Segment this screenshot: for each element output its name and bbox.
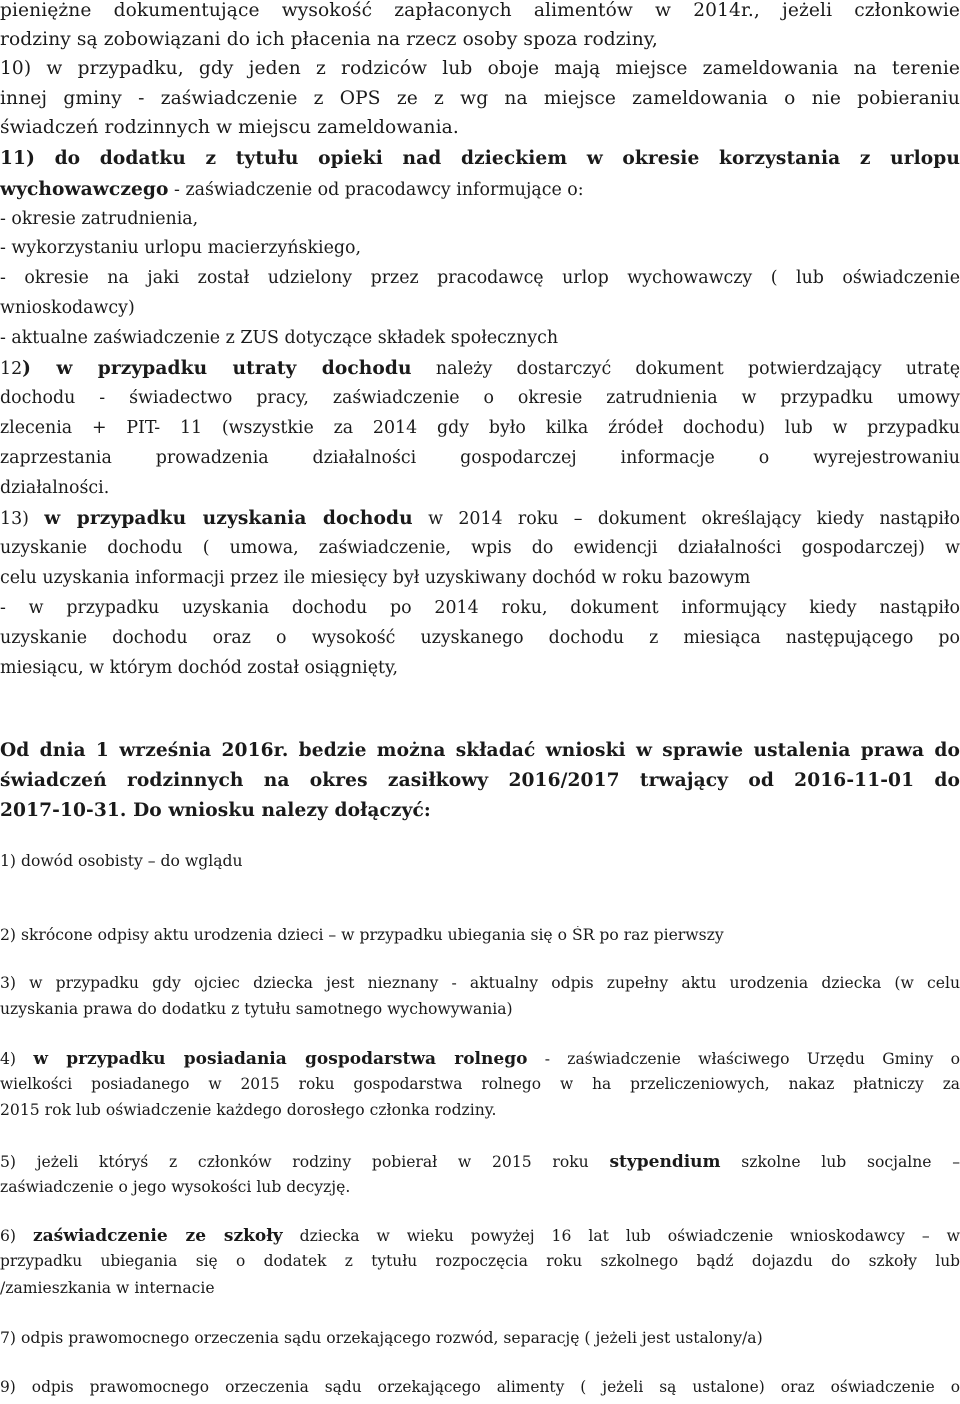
list-item-4-number: 4) bbox=[0, 1050, 34, 1068]
text-line: 10) w przypadku, gdy jeden z rodziców lub oboje mają miejsce zameldowania na terenie bbox=[0, 58, 960, 79]
list-item-7: 7) odpis prawomocnego orzeczenia sądu orzekającego rozwód, separację ( jeżeli jest ustalony/a) bbox=[0, 1329, 763, 1347]
list-item-3: 3) w przypadku gdy ojciec dziecka jest nieznany - aktualny odpis zupełny aktu urodzenia dziecka (w celu bbox=[0, 974, 960, 992]
list-item-6-text: dziecka w wieku powyżej 16 lat lub oświadczenie wnioskodawcy – w bbox=[282, 1227, 960, 1245]
item-11-heading bbox=[0, 148, 960, 169]
announcement-bold: 2017-10-31. Do wniosku nalezy dołączyć: bbox=[0, 800, 431, 821]
text-line: - okresie na jaki został udzielony przez pracodawcę urlop wychowawczy ( lub oświadczenie bbox=[0, 268, 960, 288]
list-item-6-cont: /zamieszkania w internacie bbox=[0, 1279, 215, 1297]
text-line: działalności. bbox=[0, 478, 110, 498]
text-line: zlecenia + PIT- 11 (wszystkie za 2014 gdy było kilka źródeł dochodu) lub w przypadku bbox=[0, 418, 960, 438]
item-11-text: - zaświadczenie od pracodawcy informujące o: bbox=[168, 180, 584, 200]
announcement-line bbox=[0, 770, 960, 791]
text-line: rodziny są zobowiązani do ich płacenia na rzecz osoby spoza rodziny, bbox=[0, 29, 658, 50]
item-11-line bbox=[0, 179, 960, 200]
list-item-6-number: 6) bbox=[0, 1227, 33, 1245]
text-line: uzyskanie dochodu oraz o wysokość uzyskanego dochodu z miesiąca następującego po bbox=[0, 628, 960, 648]
list-item-2: 2) skrócone odpisy aktu urodzenia dzieci – w przypadku ubiegania się o ŚR po raz pierwszy bbox=[0, 926, 724, 944]
text-line: - w przypadku uzyskania dochodu po 2014 roku, dokument informujący kiedy nastąpiło bbox=[0, 598, 960, 618]
list-item-4 bbox=[0, 1049, 960, 1069]
item-13-text: w 2014 roku – dokument określający kiedy nastąpiło bbox=[412, 509, 960, 529]
text-line: wnioskodawcy) bbox=[0, 298, 135, 318]
list-item-5-cont: zaświadczenie o jego wysokości lub decyzję. bbox=[0, 1178, 351, 1196]
list-item-4-bold: w przypadku posiadania gospodarstwa rolnego bbox=[33, 1049, 528, 1069]
item-13-bold: w przypadku uzyskania dochodu bbox=[44, 508, 413, 529]
item-12-bold: ) w przypadku utraty dochodu bbox=[22, 358, 412, 379]
item-11-bold-word: wychowawczego bbox=[0, 179, 169, 200]
text-line: świadczeń rodzinnych w miejscu zameldowania. bbox=[0, 117, 459, 138]
item-13-heading bbox=[0, 508, 960, 529]
list-item-5-bold: stypendium bbox=[609, 1152, 721, 1172]
text-line: celu uzyskania informacji przez ile miesięcy był uzyskiwany dochód w roku bazowym bbox=[0, 568, 751, 588]
list-item-3-cont: uzyskania prawa do dodatku z tytułu samotnego wychowywania) bbox=[0, 1000, 513, 1018]
text-line: zaprzestania prowadzenia działalności gospodarczej informacje o wyrejestrowaniu bbox=[0, 448, 960, 468]
text-line: pieniężne dokumentujące wysokość zapłaconych alimentów w 2014r., jeżeli członkowie bbox=[0, 0, 960, 21]
list-item-6 bbox=[0, 1226, 960, 1246]
announcement-bold: Od dnia 1 września 2016r. bedzie można składać wnioski w sprawie ustalenia prawa do bbox=[0, 740, 960, 761]
item-11-bold: 11) do dodatku z tytułu opieki nad dzieckiem w okresie korzystania z urlopu bbox=[0, 148, 960, 169]
list-item-4-text: - zaświadczenie właściwego Urzędu Gminy o bbox=[527, 1050, 960, 1068]
text-line: - okresie zatrudnienia, bbox=[0, 209, 199, 229]
item-13-number: 13) bbox=[0, 509, 45, 529]
text-line: miesiącu, w którym dochód został osiągnięty, bbox=[0, 658, 399, 678]
list-item-1: 1) dowód osobisty – do wglądu bbox=[0, 852, 243, 870]
text-line: uzyskanie dochodu ( umowa, zaświadczenie, wpis do ewidencji działalności gospodarczej) w bbox=[0, 538, 960, 558]
list-item-4-cont: wielkości posiadanego w 2015 roku gospodarstwa rolnego w ha przeliczeniowych, nakaz płatniczy za bbox=[0, 1075, 960, 1093]
announcement-line bbox=[0, 800, 960, 821]
item-12-heading bbox=[0, 358, 960, 379]
announcement-line bbox=[0, 740, 960, 761]
list-item-4-cont: 2015 rok lub oświadczenie każdego dorosłego członka rodziny. bbox=[0, 1101, 497, 1119]
item-12-number: 12 bbox=[0, 359, 23, 379]
item-12-text: należy dostarczyć dokument potwierdzający utratę bbox=[411, 359, 960, 379]
text-line: dochodu - świadectwo pracy, zaświadczenie o okresie zatrudnienia w przypadku umowy bbox=[0, 388, 960, 408]
announcement-bold: świadczeń rodzinnych na okres zasiłkowy 2016/2017 trwający od 2016-11-01 do bbox=[0, 770, 960, 791]
list-item-5-text-end: szkolne lub socjalne – bbox=[720, 1153, 960, 1171]
text-line: - wykorzystaniu urlopu macierzyńskiego, bbox=[0, 238, 362, 258]
list-item-6-cont: przypadku ubiegania się o dodatek z tytułu rozpoczęcia roku szkolnego bądź dojazdu do szkoły lub bbox=[0, 1252, 960, 1270]
list-item-5 bbox=[0, 1152, 960, 1172]
text-line: - aktualne zaświadczenie z ZUS dotyczące składek społecznych bbox=[0, 328, 559, 348]
list-item-9: 9) odpis prawomocnego orzeczenia sądu orzekającego alimenty ( jeżeli są ustalone) oraz oświadczenie o bbox=[0, 1378, 960, 1396]
list-item-5-text: 5) jeżeli któryś z członków rodziny pobierał w 2015 roku bbox=[0, 1153, 610, 1171]
text-line: innej gminy - zaświadczenie z OPS ze z wg na miejsce zameldowania o nie pobieraniu bbox=[0, 88, 960, 109]
list-item-6-bold: zaświadczenie ze szkoły bbox=[32, 1226, 283, 1246]
